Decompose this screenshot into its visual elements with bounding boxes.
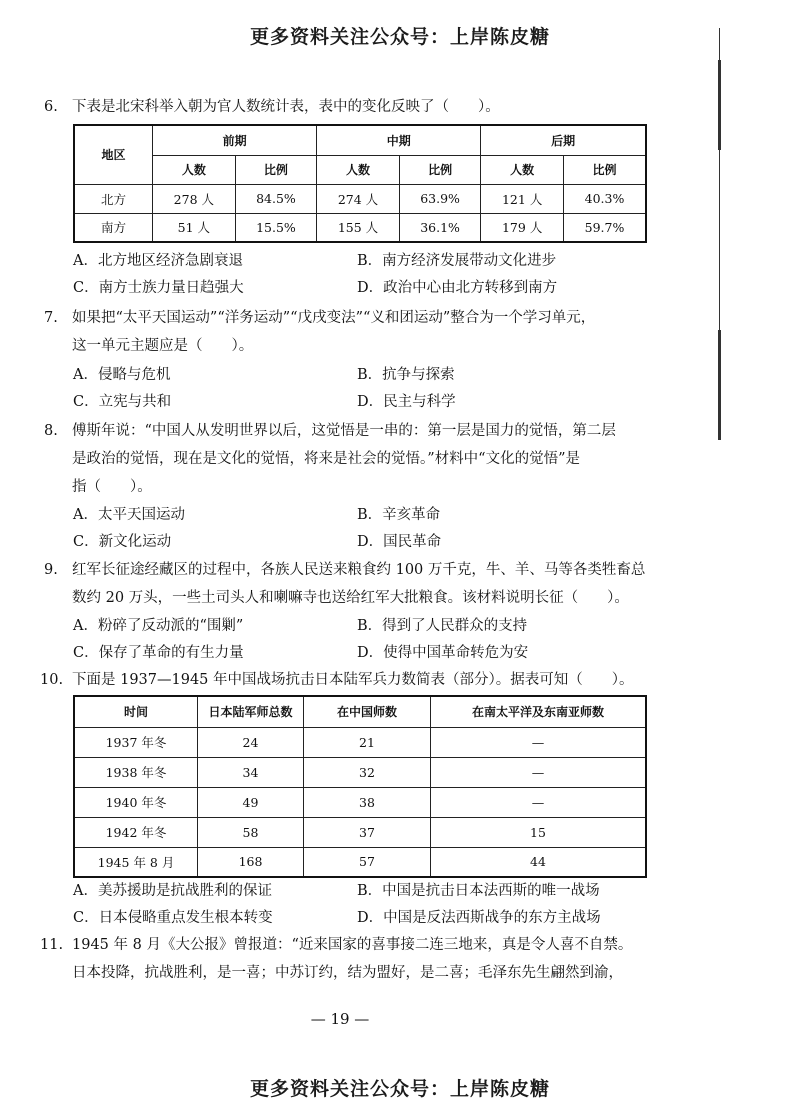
question-line: 傅斯年说：“中国人从发明世界以后，这觉悟是一串的：第一层是国力的觉悟，第二层 xyxy=(72,423,616,439)
table-row xyxy=(74,817,646,847)
table-cell: 57 xyxy=(304,847,431,877)
question-7 xyxy=(44,305,684,361)
option-c: C．新文化运动 xyxy=(73,534,172,550)
table-header: 中期 xyxy=(317,125,481,155)
table-cell: 155 人 xyxy=(317,213,400,242)
table-cell: 84.5% xyxy=(235,184,316,213)
table-cell: 40.3% xyxy=(564,184,646,213)
table-cell: 21 xyxy=(304,727,431,757)
table-cell: 274 人 xyxy=(317,184,400,213)
question-line: 如果把“太平天国运动”“洋务运动”“戊戌变法”“义和团运动”整合为一个学习单元， xyxy=(72,310,596,326)
table-cell: 58 xyxy=(198,817,304,847)
question-8 xyxy=(44,418,684,502)
table-header: 在南太平洋及东南亚师数 xyxy=(431,696,647,727)
table-cell: 1940 年冬 xyxy=(74,787,198,817)
table-cell: 1945 年 8 月 xyxy=(74,847,198,877)
option-d: D．政治中心由北方转移到南方 xyxy=(357,280,558,296)
table-header: 前期 xyxy=(153,125,317,155)
option-b: B．中国是抗击日本法西斯的唯一战场 xyxy=(357,883,600,899)
table-cell: 15.5% xyxy=(235,213,316,242)
table-row xyxy=(74,727,646,757)
table-cell: 59.7% xyxy=(564,213,646,242)
question-line: 这一单元主题应是（ ）。 xyxy=(72,338,254,354)
table-cell: 179 人 xyxy=(481,213,564,242)
table-cell: 15 xyxy=(431,817,647,847)
option-d: D．国民革命 xyxy=(357,534,442,550)
margin-mark xyxy=(718,330,721,440)
question-10 xyxy=(40,667,680,695)
q10-table xyxy=(73,695,647,878)
question-line: 数约 20 万头，一些土司头人和喇嘛寺也送给红军大批粮食。该材料说明长征（ ）。 xyxy=(72,590,629,606)
table-row xyxy=(74,184,646,213)
question-11 xyxy=(40,932,690,988)
option-c: C．立宪与共和 xyxy=(73,394,172,410)
table-header: 比例 xyxy=(564,155,646,184)
table-cell: 1938 年冬 xyxy=(74,757,198,787)
question-number: 9. xyxy=(44,562,58,578)
table-header: 比例 xyxy=(235,155,316,184)
option-a: A．美苏援助是抗战胜利的保证 xyxy=(73,883,272,899)
question-line: 1945 年 8 月《大公报》曾报道：“近来国家的喜事接二连三地来，真是令人喜不自禁。 xyxy=(72,937,633,953)
question-9 xyxy=(44,557,684,613)
question-line: 日本投降，抗战胜利，是一喜；中苏订约，结为盟好，是二喜；毛泽东先生翩然到渝， xyxy=(72,965,623,981)
option-a: A．北方地区经济急剧衰退 xyxy=(73,253,243,269)
question-number: 7. xyxy=(44,310,58,326)
option-d: D．民主与科学 xyxy=(357,394,456,410)
table-cell: 1937 年冬 xyxy=(74,727,198,757)
question-number: 11. xyxy=(40,937,64,953)
table-cell: 24 xyxy=(198,727,304,757)
table-cell: 63.9% xyxy=(399,184,480,213)
table-row xyxy=(74,213,646,242)
table-cell: 44 xyxy=(431,847,647,877)
option-a: A．粉碎了反动派的“围剿” xyxy=(73,618,244,634)
table-cell: — xyxy=(431,757,647,787)
question-line: 红军长征途经藏区的过程中，各族人民送来粮食约 100 万千克，牛、羊、马等各类牲畜总 xyxy=(72,562,646,578)
option-b: B．辛亥革命 xyxy=(357,507,441,523)
question-stem: 下面是 1937—1945 年中国战场抗击日本陆军兵力数简表（部分）。据表可知（ ）。 xyxy=(72,672,634,688)
question-line: 是政治的觉悟，现在是文化的觉悟，将来是社会的觉悟。”材料中“文化的觉悟”是 xyxy=(72,451,580,467)
option-c: C．南方士族力量日趋强大 xyxy=(73,280,244,296)
table-cell: 南方 xyxy=(74,213,153,242)
question-number: 6. xyxy=(44,99,58,115)
option-c: C．保存了革命的有生力量 xyxy=(73,645,244,661)
table-cell: 51 人 xyxy=(153,213,236,242)
table-cell: 1942 年冬 xyxy=(74,817,198,847)
option-b: B．得到了人民群众的支持 xyxy=(357,618,528,634)
option-a: A．太平天国运动 xyxy=(73,507,185,523)
page-number: — 19 — xyxy=(310,1010,370,1028)
table-header: 时间 xyxy=(74,696,198,727)
table-header: 后期 xyxy=(481,125,646,155)
option-d: D．中国是反法西斯战争的东方主战场 xyxy=(357,910,601,926)
option-b: B．抗争与探索 xyxy=(357,367,455,383)
table-cell: 37 xyxy=(304,817,431,847)
table-row xyxy=(74,847,646,877)
table-row xyxy=(74,757,646,787)
table-header: 人数 xyxy=(153,155,236,184)
option-b: B．南方经济发展带动文化进步 xyxy=(357,253,557,269)
option-d: D．使得中国革命转危为安 xyxy=(357,645,529,661)
table-header: 人数 xyxy=(481,155,564,184)
table-header: 日本陆军师总数 xyxy=(198,696,304,727)
q6-table xyxy=(73,124,647,243)
table-header: 地区 xyxy=(74,125,153,184)
table-row xyxy=(74,787,646,817)
table-cell: 38 xyxy=(304,787,431,817)
table-cell: 49 xyxy=(198,787,304,817)
table-cell: 北方 xyxy=(74,184,153,213)
table-cell: — xyxy=(431,727,647,757)
option-a: A．侵略与危机 xyxy=(73,367,171,383)
table-cell: 278 人 xyxy=(153,184,236,213)
question-number: 8. xyxy=(44,423,58,439)
question-number: 10. xyxy=(40,672,64,688)
table-cell: — xyxy=(431,787,647,817)
table-cell: 168 xyxy=(198,847,304,877)
table-cell: 32 xyxy=(304,757,431,787)
table-cell: 36.1% xyxy=(399,213,480,242)
question-stem: 下表是北宋科举入朝为官人数统计表，表中的变化反映了（ ）。 xyxy=(72,99,500,115)
table-header: 比例 xyxy=(399,155,480,184)
watermark-top: 更多资料关注公众号：上岸陈皮糖 xyxy=(249,26,550,48)
table-header: 人数 xyxy=(317,155,400,184)
question-6 xyxy=(44,94,664,122)
table-cell: 121 人 xyxy=(481,184,564,213)
question-line: 指（ ）。 xyxy=(72,479,152,495)
margin-mark xyxy=(718,60,721,150)
table-cell: 34 xyxy=(198,757,304,787)
table-header: 在中国师数 xyxy=(304,696,431,727)
option-c: C．日本侵略重点发生根本转变 xyxy=(73,910,273,926)
watermark-bottom: 更多资料关注公众号：上岸陈皮糖 xyxy=(249,1078,550,1100)
